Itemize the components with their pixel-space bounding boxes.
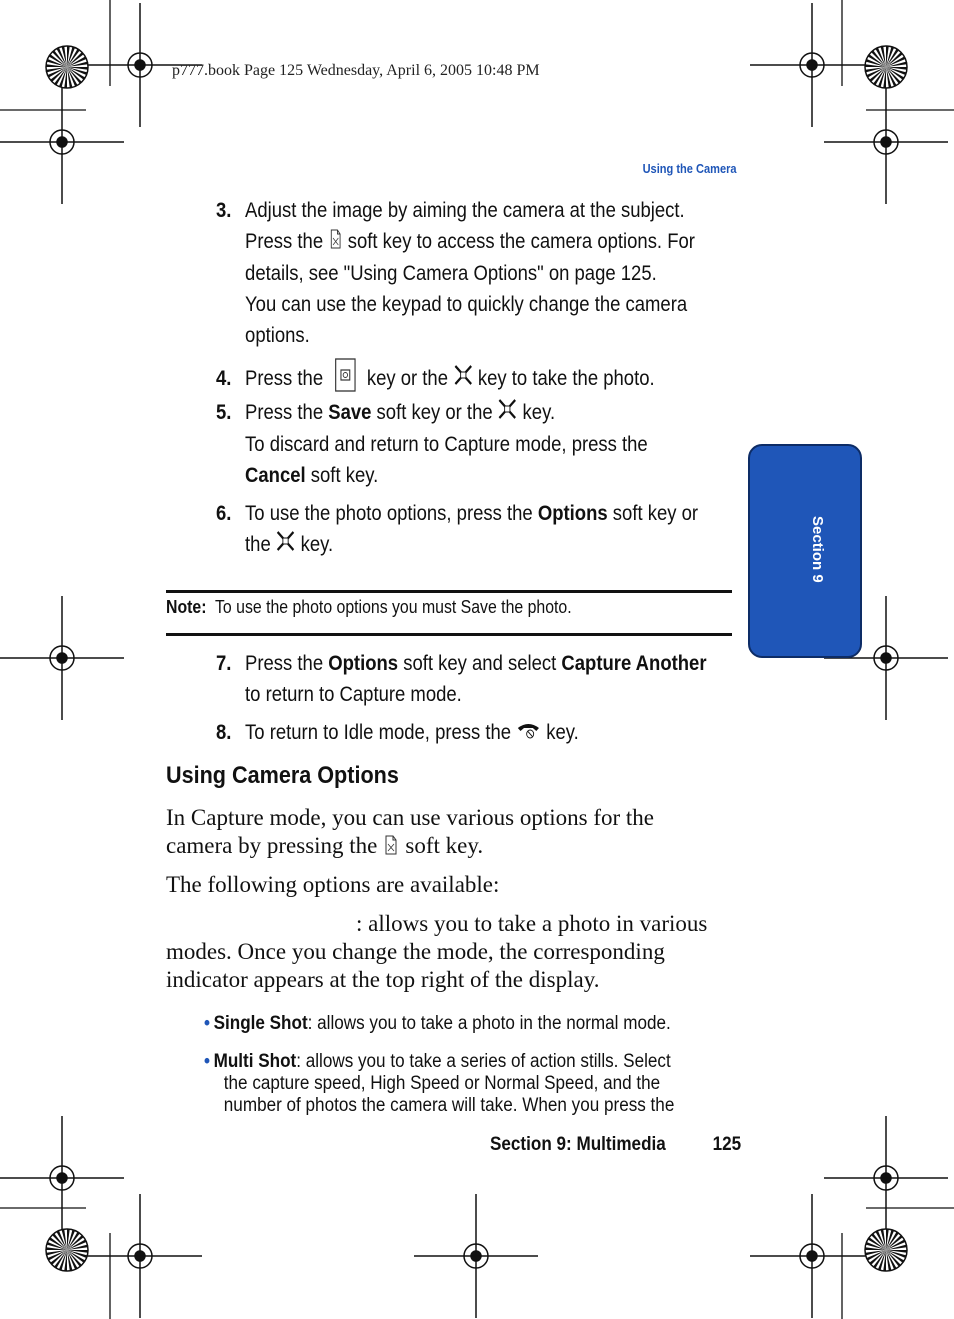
paragraph-2: The following options are available:	[166, 872, 500, 897]
section-tab-label: Section 9	[809, 516, 826, 583]
menu-soft-key-icon	[328, 227, 342, 258]
crosshair-mark	[750, 1194, 874, 1318]
camera-key-icon	[334, 358, 357, 401]
page-footer: Section 9: Multimedia 125	[490, 1134, 742, 1155]
menu-soft-key-icon	[383, 834, 399, 862]
step-6: 6. To use the photo options, press the Options soft key or the key.	[216, 498, 682, 561]
crosshair-mark	[0, 80, 124, 204]
bullet-dot: •	[204, 1013, 210, 1034]
crosshair-mark	[414, 1194, 538, 1318]
note-rule-bottom	[166, 633, 732, 636]
bullet-multi-shot: • Multi Shot: allows you to take a series of action stills. Select the capture speed, High Speed or Normal Speed, and the number of photos the camera will take. When you press the	[204, 1051, 675, 1116]
starburst-mark	[865, 46, 907, 88]
step-4: 4. Press the key or the key to take the photo.	[216, 358, 682, 401]
crosshair-mark	[0, 596, 124, 720]
section-tab	[748, 444, 862, 658]
starburst-mark	[46, 1229, 88, 1271]
step-5: 5. Press the Save soft key or the key. To discard and return to Capture mode, press the Cancel soft key.	[216, 397, 682, 491]
crosshair-mark	[824, 80, 948, 204]
note-rule-top	[166, 590, 732, 593]
running-head: Using the Camera	[643, 161, 737, 176]
note: Note: To use the photo options you must Save the photo.	[166, 597, 572, 617]
step-3: 3. Adjust the image by aiming the camera at the subject. Press the soft key to access the camera options. For details, see "Using Camera Options" on page 125. You can use the keypad to quickly change the camera options.	[216, 199, 695, 347]
paragraph-3: : allows you to take a photo in various modes. Once you change the mode, the corresponding indicator appears at the top right of the display.	[166, 911, 708, 992]
page-number: 125	[712, 1134, 742, 1155]
crosshair-mark	[0, 1116, 124, 1240]
step-7: 7. Press the Options soft key and select Capture Another to return to Capture mode.	[216, 652, 707, 706]
print-header: p777.book Page 125 Wednesday, April 6, 2005 10:48 PM	[172, 62, 540, 79]
starburst-mark	[865, 1229, 907, 1271]
ok-key-icon	[453, 364, 472, 395]
end-key-icon	[516, 718, 541, 749]
section-heading: Using Camera Options	[166, 762, 399, 789]
step-8: 8. To return to Idle mode, press the key.	[216, 717, 682, 749]
ok-key-icon	[276, 530, 295, 561]
ok-key-icon	[498, 398, 517, 429]
crosshair-mark	[750, 3, 874, 127]
crosshair-mark	[78, 1194, 202, 1318]
starburst-mark	[46, 46, 88, 88]
bullet-single-shot: • Single Shot: allows you to take a photo in the normal mode.	[204, 1013, 671, 1034]
crosshair-mark	[824, 1116, 948, 1240]
paragraph-1: In Capture mode, you can use various options for the camera by pressing the soft key.	[166, 804, 736, 862]
bullet-dot: •	[204, 1051, 210, 1072]
